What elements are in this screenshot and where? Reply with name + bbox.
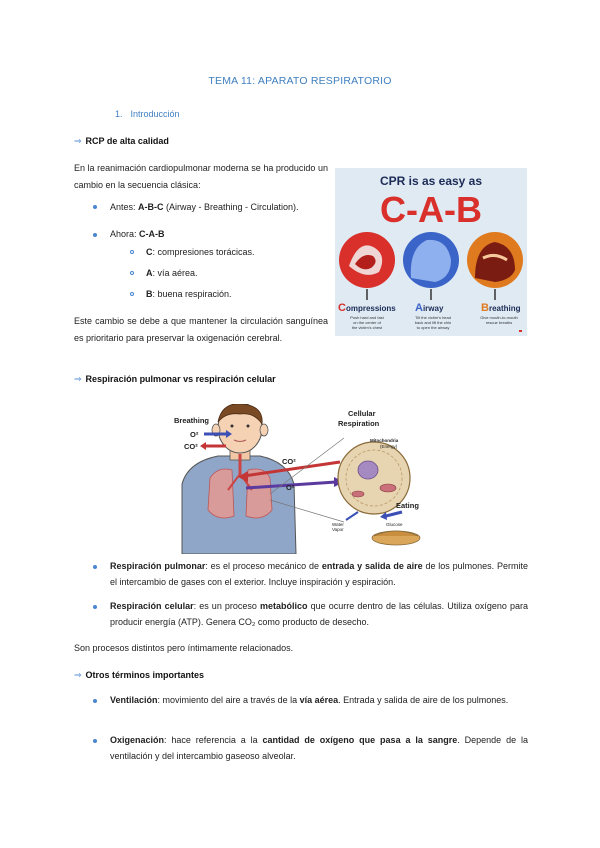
label-glucose: Glucose [386, 522, 403, 527]
airway-sub2: back and lift the chin [414, 320, 452, 325]
subheading-otros [74, 670, 204, 681]
section-number: 1. [115, 109, 123, 119]
label-mitochondria: Mitochondria [370, 438, 399, 443]
label-cellular: Cellular [348, 409, 376, 418]
antes-bold: A-B-C [138, 202, 164, 212]
resp-pulmonar-bold2: entrada y salida de aire [321, 561, 423, 571]
label-eating: Eating [396, 501, 419, 510]
section-heading-introduccion [115, 109, 180, 119]
label-o2-breathing: O² [190, 430, 199, 439]
label-water: Water [332, 522, 344, 527]
label-energy: (Energy) [380, 444, 398, 449]
compressions-sub2: on the center of [353, 320, 381, 325]
bullet-ventilacion [110, 692, 528, 708]
document-title: TEMA 11: APARATO RESPIRATORIO [208, 75, 392, 87]
section-label: Introducción [130, 109, 180, 119]
resp-pulmonar-bold: Respiración pulmonar [110, 561, 206, 571]
caption-compressions: Compressions [338, 302, 396, 314]
caption-airway: Airway [415, 302, 444, 314]
rcp-intro-paragraph: En la reanimación cardiopulmonar moderna se ha producido un cambio en la secuencia clásica: [74, 163, 328, 190]
label-breathing: Breathing [174, 416, 210, 425]
bullet-antes [110, 199, 299, 215]
resp-pulmonar-text1: : es el proceso mecánico de [205, 561, 322, 571]
cpr-line1: CPR is as easy as [379, 174, 483, 188]
label-co2-mid: CO² [282, 457, 296, 466]
sub-item-c-rest: : compresiones torácicas. [152, 247, 255, 257]
cpr-line2: C-A-B [380, 189, 482, 230]
bullet-dot [93, 565, 97, 569]
label-respiration: Respiration [338, 419, 380, 428]
resp-closing-paragraph: Son procesos distintos pero íntimamente relacionados. [74, 643, 294, 653]
ventilacion-bold2: vía aérea [299, 695, 339, 705]
subheading-respiracion-label: Respiración pulmonar vs respiración celular [85, 374, 276, 384]
nucleus [358, 461, 378, 479]
ahora-prefix: Ahora: [110, 229, 140, 239]
sub-bullet-ring [130, 271, 134, 275]
ventilacion-text2: . Entrada y salida de aire de los pulmones. [338, 695, 509, 705]
antes-prefix: Antes: [110, 202, 139, 212]
sub-item-a-rest: : vía aérea. [152, 268, 198, 278]
cpr-cab-image [335, 168, 527, 336]
subheading-otros-label: Otros términos importantes [85, 670, 205, 680]
oxigenacion-bold2: cantidad de oxígeno que pasa a la sangre [262, 735, 458, 745]
subheading-respiracion [74, 374, 276, 385]
compressions-sub1: Push hard and fast [350, 315, 384, 320]
airway-sub3: to open the airway [416, 325, 450, 330]
oxigenacion-bold: Oxigenación [110, 735, 165, 745]
sub-bullet-ring [130, 250, 134, 254]
mitochondria [380, 484, 396, 492]
label-o2-mid: O² [286, 483, 295, 492]
bullet-oxigenacion [110, 732, 528, 764]
airway-sub1: Tilt the victim's head [415, 315, 451, 320]
caption-breathing: Breathing [481, 302, 521, 314]
ventilacion-bold: Ventilación [110, 695, 158, 705]
bullet-respiracion-pulmonar [110, 558, 528, 590]
bullet-dot [93, 605, 97, 609]
left-lung [208, 469, 234, 518]
resp-pulmonar-text2: de los pulmones. Permite el intercambio de gases con el exterior. Incluye inspiración y espiración. [110, 561, 528, 587]
cpr-cab-illustration [335, 168, 527, 336]
bullet-dot [93, 739, 97, 743]
oxigenacion-text2: . Depende de la ventilación y del intercambio gaseoso alveolar. [110, 735, 528, 761]
subheading-rcp [74, 136, 169, 147]
bullet-dot [93, 205, 97, 209]
sub-item-c [146, 244, 255, 260]
double-arrow-icon: ⇒ [74, 670, 82, 680]
sub-item-b-rest: : buena respiración. [152, 289, 232, 299]
sub-item-c-bold: C [146, 247, 153, 257]
respiration-diagram [168, 404, 436, 554]
subheading-rcp-label: RCP de alta calidad [85, 136, 169, 146]
ahora-bold: C-A-B [139, 229, 165, 239]
bullet-ahora [110, 226, 165, 242]
resp-celular-text2: que ocurre dentro de las células. Utiliza oxígeno para producir energía (ATP). Genera CO₂ como producto de desecho. [110, 601, 528, 627]
double-arrow-icon: ⇒ [74, 136, 82, 146]
bullet-respiracion-celular [110, 598, 528, 630]
rcp-conclusion-paragraph: Este cambio se debe a que mantener la circulación sanguínea es prioritario para preservar la oxigenación cerebral. [74, 316, 328, 343]
bullet-dot [93, 233, 97, 237]
breathing-sub2: rescue breaths [485, 320, 513, 325]
resp-celular-text1: : es un proceso [193, 601, 261, 611]
resp-celular-bold: Respiración celular [110, 601, 194, 611]
label-vapor: Vapor [332, 527, 344, 532]
resp-celular-bold2: metabólico [260, 601, 308, 611]
compressions-sub3: the victim's chest [351, 325, 383, 330]
respiration-illustration [168, 404, 436, 554]
oxigenacion-text1: : hace referencia a la [164, 735, 263, 745]
bullet-dot [93, 699, 97, 703]
label-co2-breathing: CO² [184, 442, 198, 451]
sub-item-b [146, 286, 232, 302]
sub-bullet-ring [130, 292, 134, 296]
ventilacion-text1: : movimiento del aire a través de la [157, 695, 300, 705]
sub-item-a-bold: A [146, 268, 153, 278]
sub-item-b-bold: B [146, 289, 153, 299]
antes-rest: (Airway - Breathing - Circulation). [163, 202, 299, 212]
breathing-sub1: Give mouth-to-mouth [480, 315, 518, 320]
sub-item-a [146, 265, 198, 281]
double-arrow-icon: ⇒ [74, 374, 82, 384]
